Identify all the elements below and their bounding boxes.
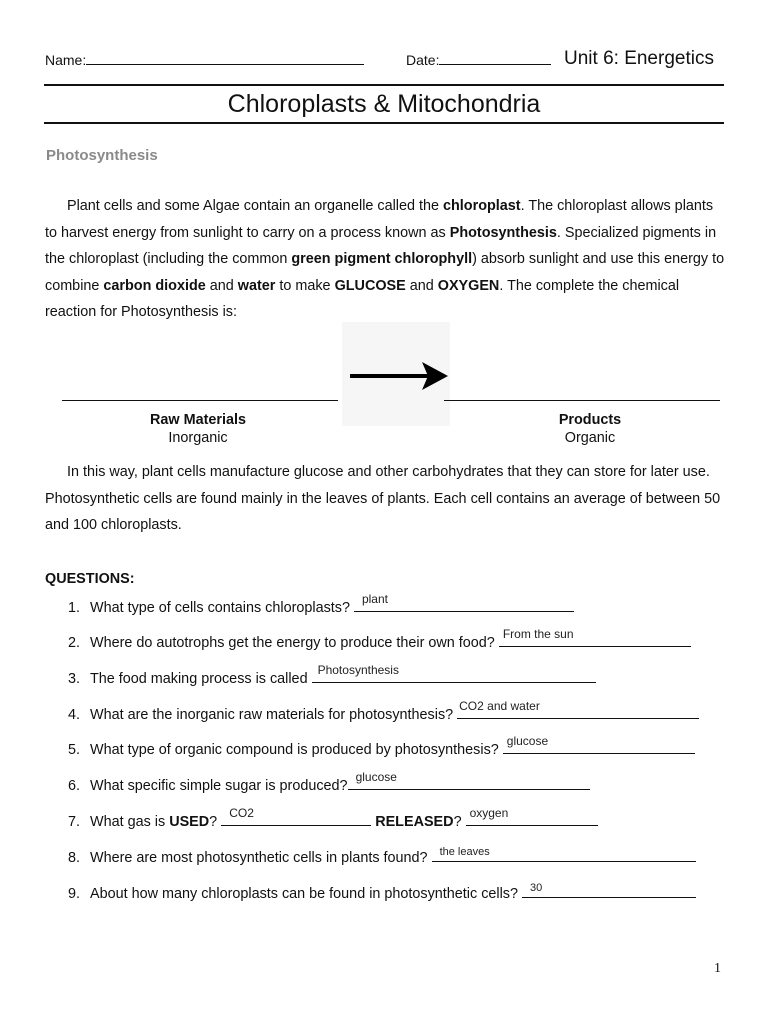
answer-1[interactable]: plant bbox=[354, 597, 574, 612]
answer-6[interactable]: glucose bbox=[348, 775, 590, 790]
questions-heading: QUESTIONS: bbox=[45, 571, 135, 587]
title-rule-top bbox=[44, 84, 724, 86]
answer-4[interactable]: CO2 and water bbox=[457, 704, 699, 719]
date-label: Date: bbox=[406, 52, 440, 68]
question-7: 7. What gas is USED? CO2 RELEASED? oxygen bbox=[68, 811, 598, 831]
question-1: 1. What type of cells contains chloroplasts? plant bbox=[68, 597, 574, 617]
question-6: 6. What specific simple sugar is produced? glucose bbox=[68, 775, 590, 795]
title-rule-bottom bbox=[44, 122, 724, 124]
products-blank[interactable] bbox=[444, 400, 720, 401]
question-3: 3. The food making process is called Photosynthesis bbox=[68, 668, 596, 688]
section-heading: Photosynthesis bbox=[46, 147, 158, 164]
answer-8[interactable]: the leaves bbox=[432, 847, 696, 862]
name-field[interactable] bbox=[45, 52, 364, 68]
answer-7-used[interactable]: CO2 bbox=[221, 811, 371, 826]
date-field[interactable] bbox=[406, 52, 551, 68]
page-number: 1 bbox=[714, 961, 721, 976]
answer-2[interactable]: From the sun bbox=[499, 632, 691, 647]
page-title: Chloroplasts & Mitochondria bbox=[227, 90, 541, 118]
right-arrow-icon bbox=[342, 322, 450, 426]
date-blank[interactable] bbox=[439, 52, 551, 65]
question-5: 5. What type of organic compound is produced by photosynthesis? glucose bbox=[68, 739, 695, 759]
raw-materials-label: Raw Materials Inorganic bbox=[150, 412, 246, 446]
raw-materials-blank[interactable] bbox=[62, 400, 338, 401]
question-8: 8. Where are most photosynthetic cells in plants found? the leaves bbox=[68, 847, 696, 867]
name-label: Name: bbox=[45, 52, 87, 68]
intro-paragraph: Plant cells and some Algae contain an organelle called the chloroplast. The chloroplast allows plants to harvest energy from sunlight to carry on a process known as Photosynthesis. Specialized pigments in the chloroplast (including the common green pigment chlorophyll) absorb sunlight and use this energy to combine carbon dioxide and water to make GLUCOSE and OXYGEN. The complete the chemical reaction for Photosynthesis is: bbox=[45, 198, 725, 320]
question-9: 9. About how many chloroplasts can be found in photosynthetic cells? 30 bbox=[68, 883, 696, 903]
second-paragraph: In this way, plant cells manufacture glucose and other carbohydrates that they can store for later use. Photosynthetic cells are found mainly in the leaves of plants. Each cell contains an average of between 50 and 100 chloroplasts. bbox=[45, 464, 721, 533]
products-label: Products Organic bbox=[558, 412, 622, 446]
reaction-arrow-area bbox=[342, 322, 450, 426]
answer-5[interactable]: glucose bbox=[503, 739, 695, 754]
name-blank[interactable] bbox=[86, 52, 364, 65]
question-2: 2. Where do autotrophs get the energy to produce their own food? From the sun bbox=[68, 632, 691, 652]
unit-label: Unit 6: Energetics bbox=[564, 48, 714, 69]
question-4: 4. What are the inorganic raw materials for photosynthesis? CO2 and water bbox=[68, 704, 699, 724]
answer-7-released[interactable]: oxygen bbox=[466, 811, 598, 826]
answer-3[interactable]: Photosynthesis bbox=[312, 668, 596, 683]
answer-9[interactable]: 30 bbox=[522, 883, 696, 898]
